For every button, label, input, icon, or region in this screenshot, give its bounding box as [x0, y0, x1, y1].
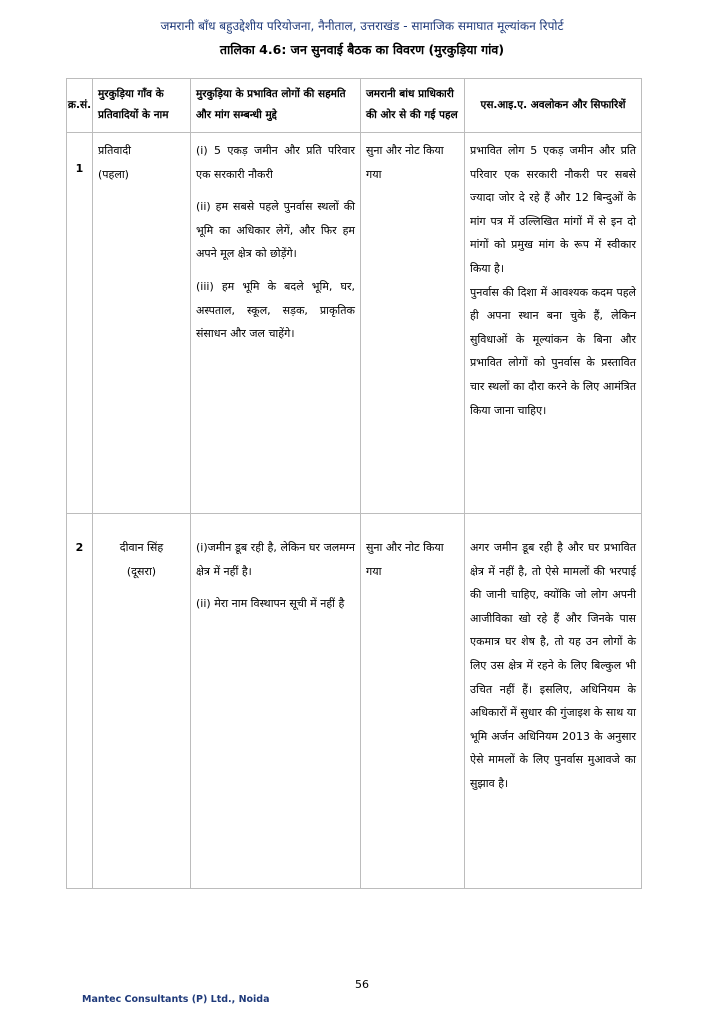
running-header: जमरानी बाँध बहुउद्देशीय परियोजना, नैनीताल, उत्तराखंड - सामाजिक समाघात मूल्यांकन रिपोर्ट — [160, 19, 564, 33]
col-header-recommendation: एस.आइ.ए. अवलोकन और सिफारिशें — [465, 79, 642, 133]
respondent-order: (पहला) — [98, 167, 129, 181]
respondent-name: प्रतिवादी — [98, 144, 132, 157]
issue-item: (ii) हम सबसे पहले पुनर्वास स्थलों की भूमि का अधिकार लेगें, और फिर हम अपने मूल क्षेत्र को छोड़ेंगे। — [196, 200, 355, 261]
row-sno: 2 — [67, 514, 93, 889]
recommendation-text: पुनर्वास की दिशा में आवश्यक कदम पहले ही अपना स्थान बना चुके हैं, लेकिन सुविधाओं के मूल्यांकन के बिना और प्रभावित लोगों को पुनर्वास के प्रस्तावित चार स्थलों का दौरा करने के लिए आमंत्रित किया जाना चाहिए। — [470, 285, 636, 417]
company-footer: Mantec Consultants (P) Ltd., Noida — [82, 994, 270, 1005]
issues-cell — [191, 514, 361, 889]
col-header-respondent: मुरकुड़िया गाँव के प्रतिवादियों के नाम — [93, 79, 191, 133]
hearing-details-table — [66, 78, 642, 889]
page-number: 56 — [355, 978, 369, 991]
col-header-sno: क्र.सं. — [67, 79, 93, 133]
issues-cell — [191, 133, 361, 514]
issue-item: (i) 5 एकड़ जमीन और प्रति परिवार एक सरकारी नौकरी — [196, 144, 355, 181]
col-header-issues: मुरकुड़िया के प्रभावित लोगों की सहमति और मांग सम्बन्धी मुद्दे — [191, 79, 361, 133]
initiative-cell: सुना और नोट किया गया — [361, 514, 465, 889]
recommendation-text: प्रभावित लोग 5 एकड़ जमीन और प्रति परिवार एक सरकारी नौकरी पर सबसे ज्यादा जोर दे रहे हैं और 12 बिन्दुओं के मांग पत्र में उल्लिखित मांगों में से इन दो मांगों को प्रमुख मांग के रूप में स्वीकार किया है। — [470, 144, 636, 275]
respondent-cell — [93, 514, 191, 889]
recommendation-cell — [465, 514, 642, 889]
table-header-row — [67, 79, 642, 133]
row-sno: 1 — [67, 133, 93, 514]
table-row — [67, 514, 642, 889]
table-caption: तालिका 4.6: जन सुनवाई बैठक का विवरण (मुरकुड़िया गांव) — [219, 42, 505, 57]
recommendation-text: अगर जमीन डूब रही है और घर प्रभावित क्षेत्र में नहीं है, तो ऐसे मामलों की भरपाई की जानी चाहिए, क्योंकि जो लोग अपनी आजीविका खो रहे हैं और जिनके पास एकमात्र घर शेष है, तो यह उन लोगों के लिए उस क्षेत्र में रहने के लिए बिल्कुल भी उचित नहीं हैं। इसलिए, अधिनियम के अधिकारों में सुधार की गुंजाइश के साथ या भूमि अर्जन अधिनियम 2013 के अनुसार ऐसे मामलों के लिए पुनर्वास मुआवजे का सुझाव है। — [470, 541, 636, 790]
issue-item: (iii) हम भूमि के बदले भूमि, घर, अस्पताल, स्कूल, सड़क, प्राकृतिक संसाधन और जल चाहेंगे। — [196, 279, 355, 341]
recommendation-cell — [465, 133, 642, 514]
respondent-order: (दूसरा) — [126, 564, 157, 578]
respondent-name: दीवान सिंह — [119, 541, 164, 554]
issue-item: (ii) मेरा नाम विस्थापन सूची में नहीं है — [196, 597, 345, 611]
initiative-cell: सुना और नोट किया गया — [361, 133, 465, 514]
table-row — [67, 133, 642, 514]
col-header-initiative: जमरानी बांध प्राधिकारी की ओर से की गई पहल — [361, 79, 465, 133]
issue-item: (i)जमीन डूब रही है, लेकिन घर जलमग्न क्षेत्र में नहीं है। — [196, 541, 355, 578]
respondent-cell — [93, 133, 191, 514]
